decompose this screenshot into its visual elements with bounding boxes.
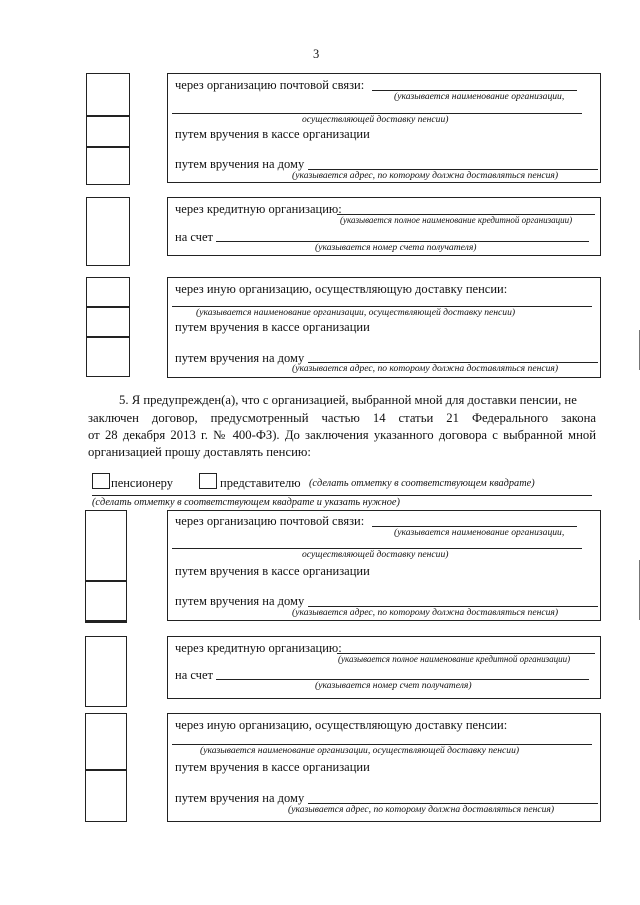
checkbox-postal-cash[interactable] xyxy=(86,116,130,147)
pensioner-checkbox[interactable] xyxy=(92,473,110,489)
checkbox-credit[interactable] xyxy=(86,197,130,266)
checkbox2-other[interactable] xyxy=(85,713,127,770)
account2-label: на счет xyxy=(175,668,213,682)
other2-label: через иную организацию, осуществляющую доставку пенсии: xyxy=(175,718,508,732)
credit2-label: через кредитную организацию: xyxy=(175,641,342,655)
other-home-hint: (указывается адрес, по которому должна доставляться пенсия) xyxy=(292,363,559,374)
checkbox-postal[interactable] xyxy=(86,73,130,116)
representative-hint: (сделать отметку в соответствующем квадрате) xyxy=(309,478,535,489)
representative-label: представителю xyxy=(220,476,301,490)
checkbox-postal-home[interactable] xyxy=(86,147,130,185)
postal-label: через организацию почтовой связи: xyxy=(175,78,365,92)
other-cash-label: путем вручения в кассе организации xyxy=(175,320,370,334)
choice-divider-line xyxy=(92,495,592,496)
home2-hint: (указывается адрес, по которому должна доставляться пенсия) xyxy=(292,607,559,618)
credit2-hint: (указывается полное наименование кредитной организации) xyxy=(338,654,571,664)
account2-hint: (указывается номер счет получателя) xyxy=(315,680,472,691)
account-label: на счет xyxy=(175,230,213,244)
checkbox2-postal[interactable] xyxy=(85,510,127,581)
paragraph-5-line2: заключен договор, предусмотренный частью 14 статьи 21 Федерального закона xyxy=(88,411,596,425)
other-hint: (указывается наименование организации, осуществляющей доставку пенсии) xyxy=(196,307,516,318)
checkbox-other-home[interactable] xyxy=(86,337,130,377)
checkbox-other-cash[interactable] xyxy=(86,307,130,337)
account-hint: (указывается номер счета получателя) xyxy=(315,242,477,253)
home-hint: (указывается адрес, по которому должна доставляться пенсия) xyxy=(292,170,559,181)
paragraph-5-line4: организацией прошу доставлять пенсию: xyxy=(88,445,311,459)
other2-cash-label: путем вручения в кассе организации xyxy=(175,760,370,774)
cash2-label: путем вручения в кассе организации xyxy=(175,564,370,578)
checkbox2-postal-divider xyxy=(85,621,127,623)
other2-home-label: путем вручения на дому xyxy=(175,791,305,805)
other-label: через иную организацию, осуществляющую доставку пенсии: xyxy=(175,282,508,296)
postal-hint-2: осуществляющей доставку пенсии) xyxy=(302,114,449,125)
other2-home-hint: (указывается адрес, по которому должна доставляться пенсия) xyxy=(288,804,555,815)
other-home-label: путем вручения на дому xyxy=(175,351,305,365)
postal2-hint-2: осуществляющей доставку пенсии) xyxy=(302,549,449,560)
paragraph-5-line3: от 28 декабря 2013 г. № 400-ФЗ). До заключения указанного договора с выбранной мной xyxy=(88,428,596,442)
credit-hint: (указывается полное наименование кредитной организации) xyxy=(340,215,573,225)
pensioner-label: пенсионеру xyxy=(111,476,173,490)
checkbox2-credit[interactable] xyxy=(85,636,127,707)
representative-checkbox[interactable] xyxy=(199,473,217,489)
postal2-hint-1: (указывается наименование организации, xyxy=(394,527,565,538)
home2-label: путем вручения на дому xyxy=(175,594,305,608)
page-number: 3 xyxy=(313,47,320,61)
credit-label: через кредитную организацию: xyxy=(175,202,342,216)
checkbox2-postal-cash[interactable] xyxy=(85,581,127,621)
cash-label: путем вручения в кассе организации xyxy=(175,127,370,141)
home-label: путем вручения на дому xyxy=(175,157,305,171)
paragraph-5-line1: 5. Я предупрежден(а), что с организацией, выбранной мной для доставки пенсии, не xyxy=(119,393,577,407)
postal2-label: через организацию почтовой связи: xyxy=(175,514,365,528)
checkbox2-other-home[interactable] xyxy=(85,770,127,822)
checkbox-other[interactable] xyxy=(86,277,130,307)
postal-hint-1: (указывается наименование организации, xyxy=(394,91,565,102)
choice-hint: (сделать отметку в соответствующем квадрате и указать нужное) xyxy=(92,497,400,508)
other2-hint: (указывается наименование организации, осуществляющей доставку пенсии) xyxy=(200,745,520,756)
